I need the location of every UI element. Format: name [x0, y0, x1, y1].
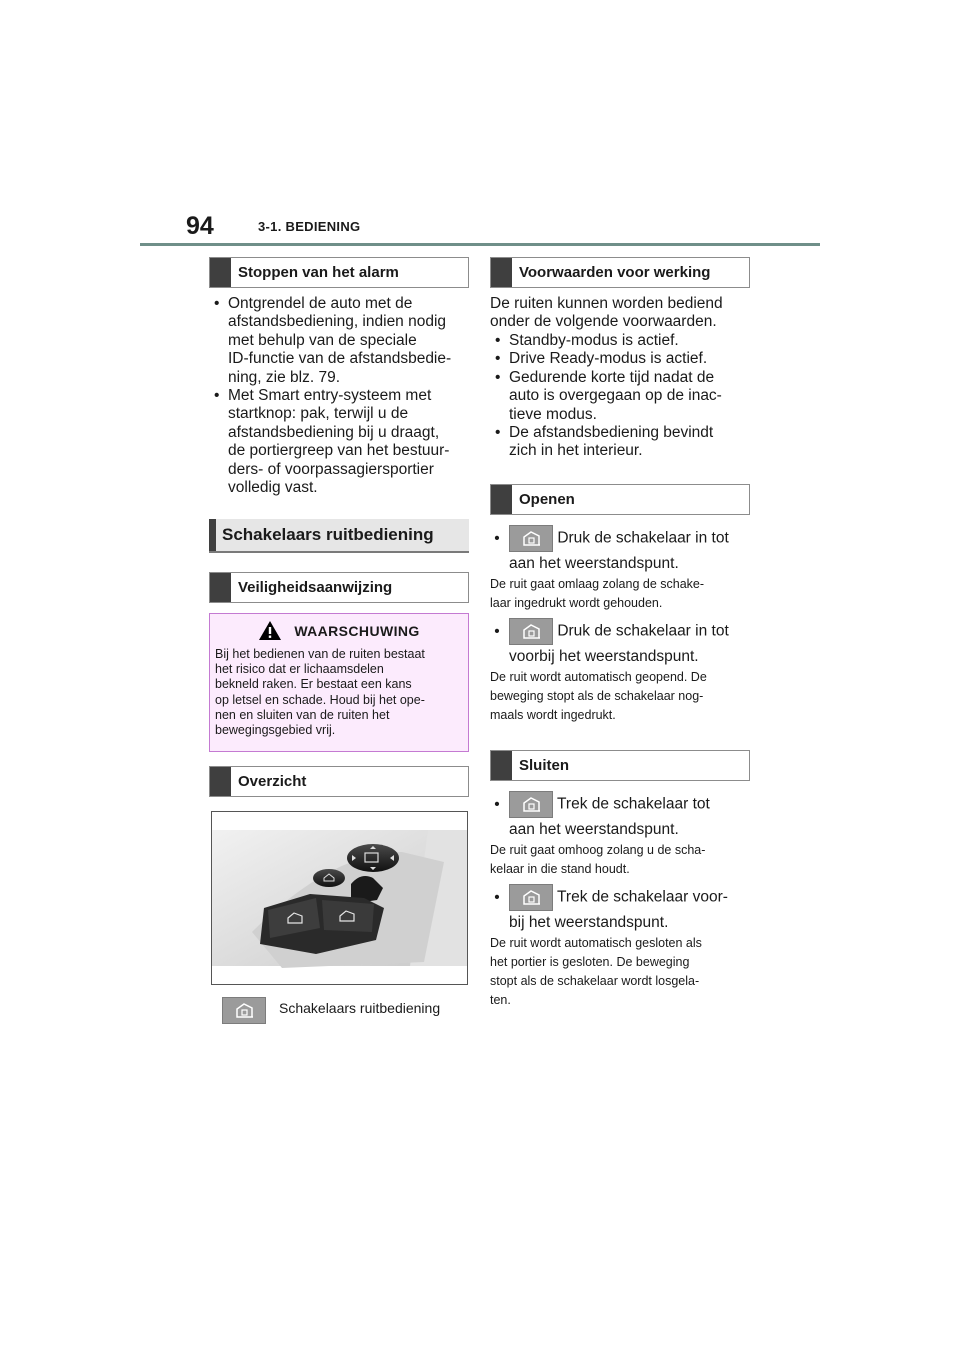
section-title: Voorwaarden voor werking — [519, 264, 711, 281]
window-switch-icon — [509, 525, 553, 552]
open-step-1-note — [490, 575, 752, 613]
section-bar — [210, 767, 231, 796]
text-line: • Met Smart entry-systeem met — [228, 387, 432, 405]
step-text: Trek de schakelaar voor- — [557, 888, 728, 906]
warning-header — [210, 620, 468, 641]
header-rule — [140, 243, 820, 246]
close-step-2-note — [490, 934, 752, 1010]
section-title: Sluiten — [519, 757, 570, 774]
chapter-title: 3-1. BEDIENING — [258, 219, 361, 234]
list-item — [209, 295, 471, 387]
warning-text — [215, 647, 465, 738]
text-line: kelaar in die stand houdt. — [490, 862, 630, 876]
section-bar — [491, 751, 512, 780]
text-line: afstandsbediening, indien nodig — [228, 313, 447, 331]
window-switch-icon — [509, 884, 553, 911]
text-line: De ruit gaat omhoog zolang u de scha- — [490, 843, 706, 857]
window-switch-icon — [509, 618, 553, 645]
step-text: aan het weerstandspunt. — [509, 555, 679, 572]
text-line: De ruiten kunnen worden bediend — [490, 295, 723, 312]
list-item — [490, 350, 752, 368]
window-switch-icon — [509, 791, 553, 818]
text-line: op letsel en schade. Houd bij het ope- — [215, 692, 425, 707]
close-step-1-note — [490, 841, 752, 879]
text-line: • Standby-modus is actief. — [509, 332, 679, 349]
warning-box — [209, 613, 469, 752]
text-line: startknop: pak, terwijl u de — [228, 405, 409, 423]
text-line: auto is overgegaan op de inac- — [509, 387, 722, 405]
text-line: volledig vast. — [228, 479, 318, 497]
switch-panel-illustration — [212, 812, 467, 984]
text-line: onder de volgende voorwaarden. — [490, 313, 717, 331]
section-bar — [491, 258, 512, 287]
list-item — [490, 332, 752, 350]
text-line: • Ontgrendel de auto met de — [228, 295, 413, 312]
text-line: maals wordt ingedrukt. — [490, 708, 616, 722]
text-line: • De afstandsbediening bevindt — [509, 424, 714, 442]
close-step-2: • Trek de schakelaar voor- bij het weerstandspunt. — [490, 884, 752, 934]
section-title: Openen — [519, 491, 575, 508]
text-line: De ruit wordt automatisch geopend. De — [490, 670, 707, 684]
section-title: Stoppen van het alarm — [238, 264, 399, 281]
section-bar — [210, 573, 231, 602]
list-item — [490, 369, 752, 424]
text-line: • Gedurende korte tijd nadat de — [509, 368, 715, 386]
text-line: ning, zie blz. 79. — [228, 368, 341, 386]
section-conditions — [490, 257, 750, 288]
section-safety — [209, 572, 469, 603]
section-close — [490, 750, 750, 781]
text-line: met behulp van de speciale — [228, 331, 417, 349]
text-line: zich in het interieur. — [509, 442, 643, 460]
text-line: tieve modus. — [509, 405, 597, 423]
section-open — [490, 484, 750, 515]
step-text: Druk de schakelaar in tot — [557, 622, 729, 640]
warning-title: WAARSCHUWING — [294, 622, 420, 639]
warning-triangle-icon — [258, 620, 282, 641]
text-line: het risico dat er lichaamsdelen — [215, 662, 384, 677]
text-line: bekneld raken. Er bestaat een kans — [215, 677, 412, 692]
section-overview — [209, 766, 469, 797]
text-line: • Drive Ready-modus is actief. — [509, 350, 708, 368]
window-switch-icon — [222, 997, 266, 1024]
section-window-switches — [209, 519, 469, 553]
step-text: voorbij het weerstandspunt. — [509, 648, 699, 665]
section-bar — [209, 519, 216, 551]
section-stop-alarm — [209, 257, 469, 288]
step-text: Trek de schakelaar tot — [557, 795, 710, 813]
open-step-2-note — [490, 668, 752, 725]
window-switch-figure — [211, 811, 468, 985]
text-line: stopt als de schakelaar wordt losgela- — [490, 974, 700, 988]
legend-label: Schakelaars ruitbediening — [279, 1000, 441, 1016]
conditions-list — [490, 332, 752, 461]
text-line: nen en sluiten van de ruiten het — [215, 707, 390, 722]
text-line: De ruit wordt automatisch gesloten als — [490, 936, 702, 950]
step-text: Druk de schakelaar in tot — [557, 529, 729, 547]
legend-icon-wrap — [222, 997, 266, 1024]
text-line: het portier is gesloten. De beweging — [490, 955, 690, 969]
conditions-intro — [490, 295, 752, 332]
page-number: 94 — [186, 212, 214, 240]
text-line: Bij het bedienen van de ruiten bestaat — [215, 647, 425, 661]
section-bar — [210, 258, 231, 287]
text-line: ders- of voorpassagiersportier — [228, 460, 434, 478]
text-line: ten. — [490, 993, 511, 1007]
text-line: ID-functie van de afstandsbedie- — [228, 350, 452, 368]
open-step-2: • Druk de schakelaar in tot voorbij het weerstandspunt. — [490, 618, 752, 668]
text-line: laar ingedrukt wordt gehouden. — [490, 596, 663, 610]
section-title: Veiligheidsaanwijzing — [238, 579, 393, 596]
text-line: de portiergreep van het bestuur- — [228, 442, 450, 460]
list-item — [490, 424, 752, 461]
open-step-1: • Druk de schakelaar in tot aan het weerstandspunt. — [490, 525, 752, 575]
step-text: aan het weerstandspunt. — [509, 821, 679, 838]
step-text: bij het weerstandspunt. — [509, 914, 669, 931]
text-line: bewegingsgebied vrij. — [215, 723, 336, 738]
text-line: De ruit gaat omlaag zolang de schake- — [490, 577, 705, 591]
section-title: Overzicht — [238, 773, 307, 790]
list-item — [209, 387, 471, 497]
section-bar — [491, 485, 512, 514]
close-step-1: • Trek de schakelaar tot aan het weerstandspunt. — [490, 791, 752, 841]
stop-alarm-list — [209, 295, 471, 497]
text-line: afstandsbediening bij u draagt, — [228, 423, 440, 441]
section-title: Schakelaars ruitbediening — [222, 525, 434, 544]
text-line: beweging stopt als de schakelaar nog- — [490, 689, 704, 703]
